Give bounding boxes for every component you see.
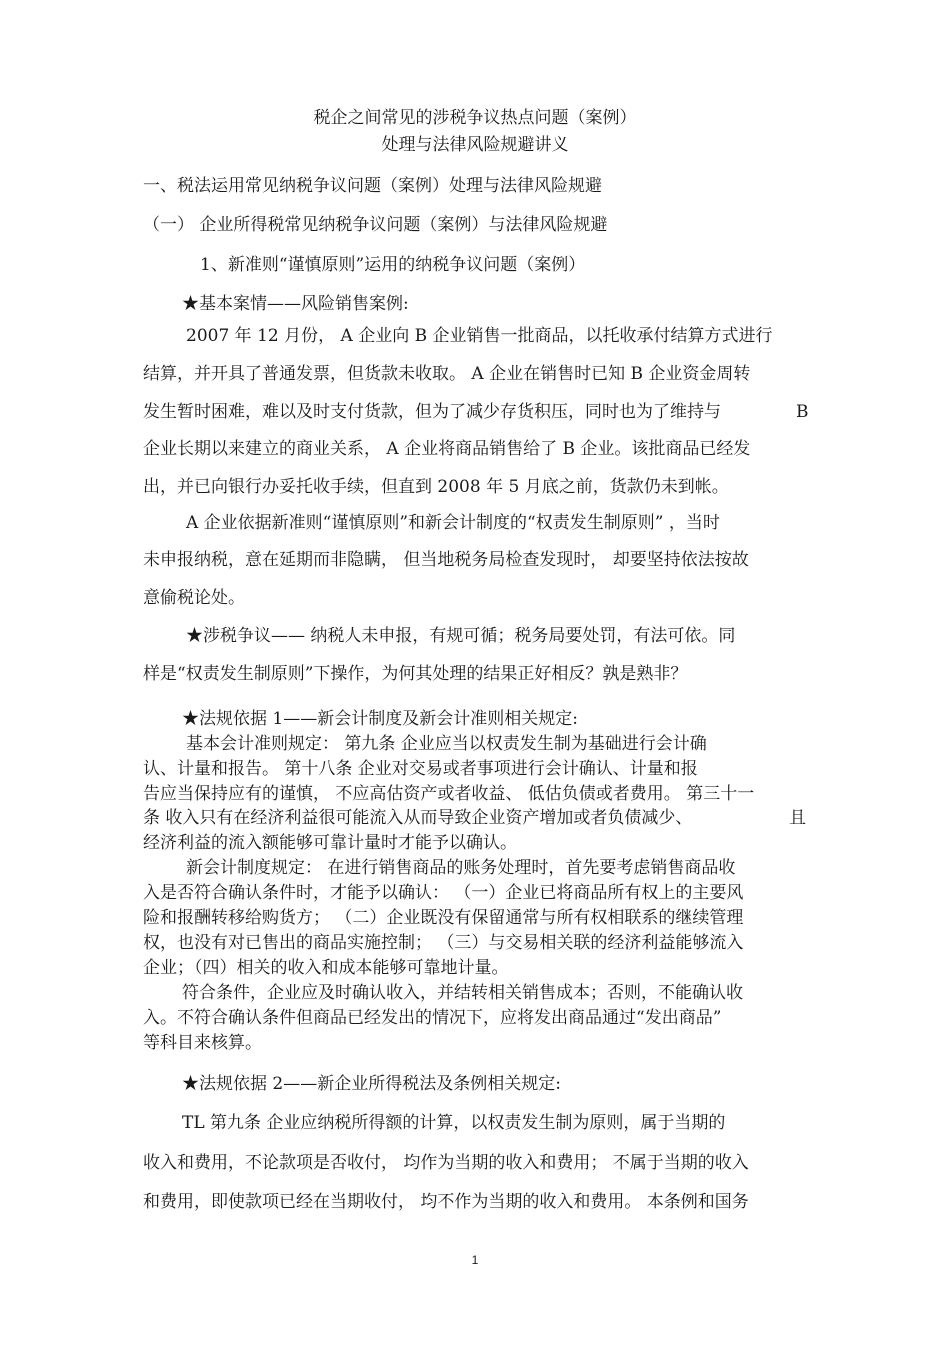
case-line: 未申报纳税，意在延期而非隐瞒， 但当地税务局检查发现时， 却要坚持依法按故 <box>143 550 749 570</box>
case-line: 结算，并开具了普通发票，但货款未收取。 A 企业在销售时已知 B 企业资金周转 <box>143 364 751 384</box>
heading-level-3: 1、新准则“谨慎原则”运用的纳税争议问题（案例） <box>200 255 586 275</box>
basis1-line: 认、计量和报告。 第十八条 企业对交易或者事项进行会计确认、计量和报 <box>143 759 698 779</box>
case-label: ★基本案情——风险销售案例: <box>182 294 409 314</box>
basis1-line: 告应当保持应有的谨慎， 不应高估资产或者收益、 低估负债或者费用。 第三十一 <box>143 784 755 804</box>
case-line: A 企业依据新准则“谨慎原则”和新会计制度的“权责发生制原则” ，当时 <box>186 513 720 533</box>
basis1-line: 入。不符合确认条件但商品已经发出的情况下，应将发出商品通过“发出商品” <box>143 1008 722 1028</box>
basis1-line: 权，也没有对已售出的商品实施控制； （三）与交易相关联的经济利益能够流入 <box>143 933 744 953</box>
basis1-line: 企业；（四）相关的收入和成本能够可靠地计量。 <box>143 958 509 978</box>
basis2-line: TL 第九条 企业应纳税所得额的计算，以权责发生制为原则，属于当期的 <box>182 1113 726 1133</box>
case-line: 意偷税论处。 <box>143 588 245 608</box>
basis1-line: 符合条件，企业应及时确认收入，并结转相关销售成本；否则，不能确认收 <box>182 983 743 1003</box>
basis1-line: 入是否符合确认条件时，才能予以确认： （一）企业已将商品所有权上的主要风 <box>143 883 744 903</box>
basis1-line: 条 收入只有在经济利益很可能流入从而导致企业资产增加或者负债减少、 <box>143 808 693 828</box>
heading-level-2: （一） 企业所得税常见纳税争议问题（案例）与法律风险规避 <box>143 215 608 235</box>
case-line: 发生暂时困难，难以及时支付货款，但为了减少存货积压，同时也为了维持与 <box>143 402 721 422</box>
title-line-1: 税企之间常见的涉税争议热点问题（案例） <box>313 108 637 128</box>
basis1-label: ★法规依据 1——新会计制度及新会计准则相关规定: <box>182 709 578 729</box>
dispute-line: 样是“权责发生制原则”下操作，为何其处理的结果正好相反？孰是熟非？ <box>143 664 688 684</box>
case-line: 企业长期以来建立的商业关系， A 企业将商品销售给了 B 企业。该批商品已经发 <box>143 439 751 459</box>
title-line-2: 处理与法律风险规避讲义 <box>381 135 569 155</box>
page-number: 1 <box>471 1253 479 1267</box>
dispute-line: ★涉税争议—— 纳税人未申报，有规可循；税务局要处罚，有法可依。同 <box>186 626 736 646</box>
case-line: 出，并已向银行办妥托收手续，但直到 2008 年 5 月底之前，货款仍未到帐。 <box>143 477 729 497</box>
basis2-line: 收入和费用，不论款项是否收付， 均作为当期的收入和费用； 不属于当期的收入 <box>143 1153 749 1173</box>
basis1-line: 险和报酬转移给购货方； （二）企业既没有保留通常与所有权相联系的继续管理 <box>143 908 744 928</box>
basis2-line: 和费用，即使款项已经在当期收付， 均不作为当期的收入和费用。 本条例和国务 <box>143 1192 749 1212</box>
basis1-line: 新会计制度规定： 在进行销售商品的账务处理时，首先要考虑销售商品收 <box>186 858 736 878</box>
basis1-line: 等科目来核算。 <box>143 1033 262 1053</box>
case-line: 2007 年 12 月份， A 企业向 B 企业销售一批商品，以托收承付结算方式进行 <box>186 326 773 346</box>
heading-level-1: 一、税法运用常见纳税争议问题（案例）处理与法律风险规避 <box>143 176 602 196</box>
case-trailing-b: B <box>796 402 809 422</box>
basis1-line: 基本会计准则规定： 第九条 企业应当以权责发生制为基础进行会计确 <box>186 734 707 754</box>
basis1-line: 经济利益的流入额能够可靠计量时才能予以确认。 <box>143 833 517 853</box>
basis2-label: ★法规依据 2——新企业所得税法及条例相关规定: <box>182 1074 561 1094</box>
basis1-trailing-qie: 且 <box>789 808 806 828</box>
